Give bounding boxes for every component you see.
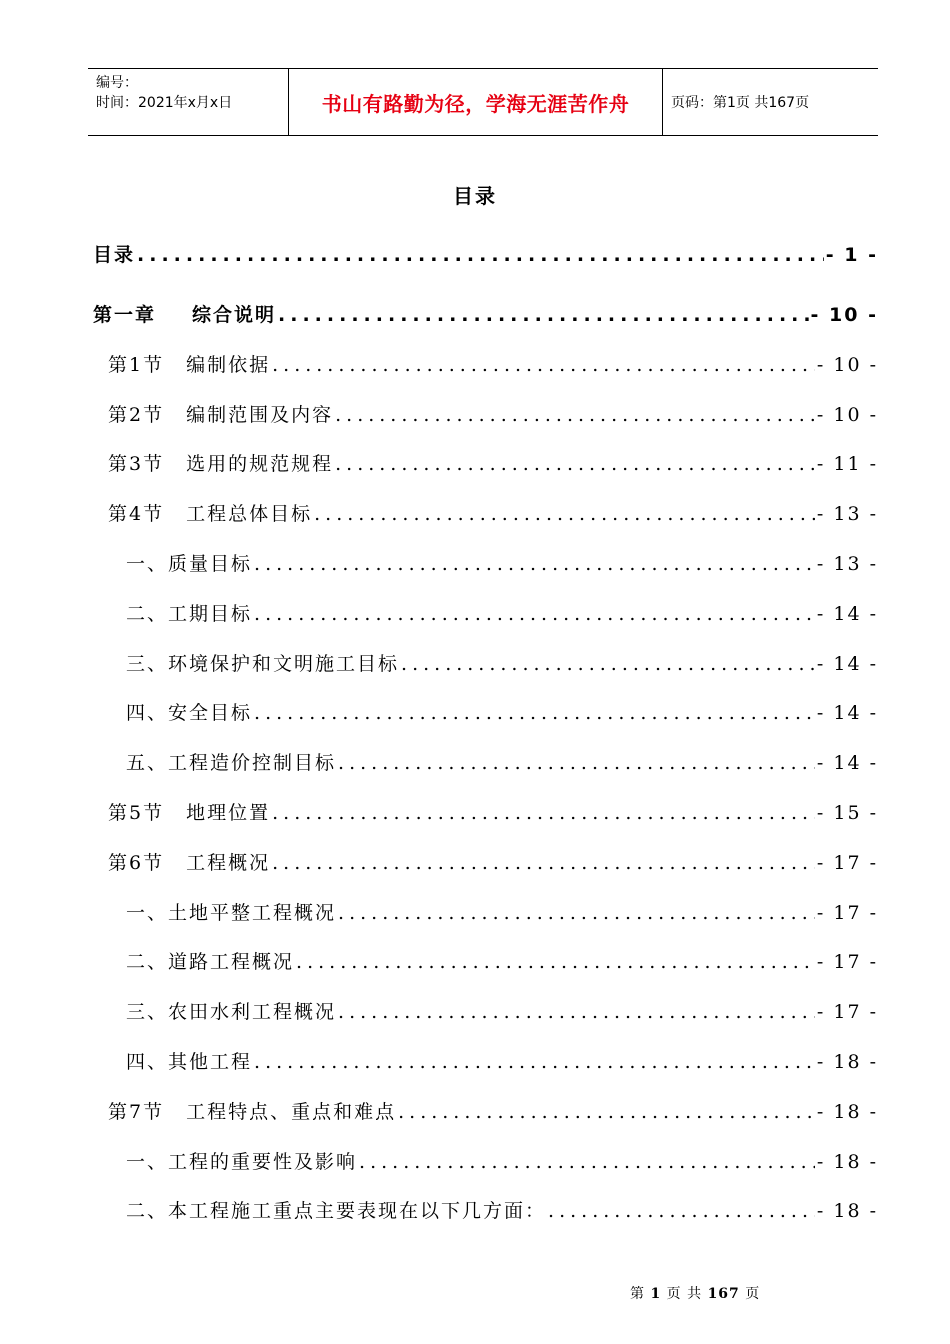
toc-dot-leader bbox=[137, 244, 824, 266]
toc-entry-prefix: 四、 bbox=[126, 1051, 169, 1073]
toc-entry-prefix: 第7节 bbox=[108, 1100, 165, 1123]
page-footer bbox=[630, 1283, 760, 1303]
header-number-label: 编号： bbox=[96, 75, 138, 91]
toc-entry[interactable] bbox=[126, 748, 878, 775]
toc-entry-prefix: 二、 bbox=[126, 1200, 169, 1223]
toc-entry-page: - 14 - bbox=[816, 602, 878, 625]
toc-entry-title: 工程特点、重点和难点 bbox=[186, 1100, 397, 1123]
toc-dot-leader bbox=[359, 1151, 815, 1173]
toc-entry-title: 工程造价控制目标 bbox=[168, 752, 337, 775]
toc-entry-prefix: 第1节 bbox=[108, 353, 165, 376]
toc-entry-page: - 10 - bbox=[810, 304, 878, 326]
toc-entry[interactable] bbox=[108, 1097, 878, 1124]
toc-dot-leader bbox=[254, 553, 815, 575]
toc-dot-leader bbox=[335, 404, 815, 426]
toc-entry-page: - 10 - bbox=[816, 353, 878, 376]
toc-entry-page: - 17 - bbox=[816, 951, 878, 974]
toc-entry[interactable] bbox=[108, 798, 878, 825]
toc-entry[interactable] bbox=[126, 698, 878, 725]
toc-entry[interactable] bbox=[108, 449, 878, 476]
toc-entry[interactable] bbox=[126, 1196, 878, 1223]
toc-entry[interactable] bbox=[126, 649, 878, 676]
document-header bbox=[88, 68, 878, 136]
toc-entry-title: 综合说明 bbox=[192, 304, 277, 326]
toc-dot-leader bbox=[296, 951, 815, 973]
toc-entry-prefix: 二、 bbox=[126, 602, 169, 625]
toc-entry-title: 土地平整工程概况 bbox=[168, 901, 337, 924]
toc-entry-prefix: 第4节 bbox=[108, 503, 165, 526]
toc-entry-prefix: 三、 bbox=[126, 652, 169, 675]
footer-total-pages: 167 bbox=[707, 1286, 740, 1302]
toc-dot-leader bbox=[272, 354, 815, 376]
toc-dot-leader bbox=[278, 304, 809, 326]
toc-entry[interactable] bbox=[126, 1047, 878, 1074]
toc-entry-title: 其他工程 bbox=[168, 1051, 253, 1073]
toc-entry[interactable] bbox=[108, 350, 878, 377]
toc-entry-title: 工程概况 bbox=[186, 851, 271, 874]
header-page-label: 页码：第1页 共167页 bbox=[671, 95, 810, 111]
header-time-label: 时间：2021年x月x日 bbox=[96, 95, 233, 111]
toc-entry-page: - 13 - bbox=[816, 503, 878, 526]
toc-dot-leader bbox=[548, 1200, 815, 1222]
toc-entry[interactable] bbox=[126, 1147, 878, 1174]
toc-entry-title: 地理位置 bbox=[186, 802, 271, 824]
footer-middle: 页 共 bbox=[666, 1286, 703, 1302]
toc-entry-prefix: 二、 bbox=[126, 951, 169, 974]
page-title: 目录 bbox=[453, 184, 497, 208]
footer-suffix: 页 bbox=[745, 1286, 761, 1302]
toc-entry-page: - 17 - bbox=[816, 851, 878, 874]
toc-entry-page: - 13 - bbox=[816, 553, 878, 575]
toc-entry[interactable] bbox=[108, 499, 878, 526]
toc-entry-page: - 18 - bbox=[816, 1150, 878, 1173]
toc-entry-page: - 17 - bbox=[816, 901, 878, 924]
toc-entry-title: 本工程施工重点主要表现在以下几方面： bbox=[168, 1200, 547, 1223]
footer-prefix: 第 bbox=[630, 1286, 645, 1302]
toc-entry-prefix: 五、 bbox=[126, 752, 169, 775]
toc-entry-page: - 11 - bbox=[816, 453, 878, 476]
toc-entry-title: 编制范围及内容 bbox=[186, 403, 334, 426]
toc-entry[interactable] bbox=[93, 240, 878, 267]
toc-entry[interactable] bbox=[93, 300, 878, 327]
footer-current-page: 1 bbox=[650, 1286, 662, 1302]
toc-entry-title: 选用的规范规程 bbox=[186, 453, 334, 476]
toc-dot-leader bbox=[401, 653, 815, 675]
toc-entry-prefix: 一、 bbox=[126, 1150, 169, 1173]
toc-entry-prefix: 第5节 bbox=[108, 802, 165, 824]
toc-entry-page: - 14 - bbox=[816, 752, 878, 775]
toc-entry-title: 质量目标 bbox=[168, 553, 253, 575]
toc-entry-page: - 10 - bbox=[816, 403, 878, 426]
toc-dot-leader bbox=[338, 752, 815, 774]
toc-entry-page: - 18 - bbox=[816, 1100, 878, 1123]
toc-entry-prefix: 第一章 bbox=[93, 304, 157, 326]
toc-entry-prefix: 目录 bbox=[93, 244, 136, 266]
toc-entry[interactable] bbox=[108, 400, 878, 427]
toc-entry[interactable] bbox=[126, 549, 878, 576]
toc-dot-leader bbox=[398, 1101, 815, 1123]
toc-entry[interactable] bbox=[126, 898, 878, 925]
toc-dot-leader bbox=[338, 1001, 815, 1023]
toc-entry[interactable] bbox=[126, 599, 878, 626]
header-motto: 书山有路勤为径，学海无涯苦作舟 bbox=[289, 69, 663, 135]
toc-dot-leader bbox=[314, 503, 815, 525]
toc-entry-prefix: 第6节 bbox=[108, 851, 165, 874]
toc-entry-page: - 18 - bbox=[816, 1200, 878, 1223]
toc-entry-title: 工期目标 bbox=[168, 602, 253, 625]
toc-entry-prefix: 四、 bbox=[126, 702, 169, 725]
toc-entry-prefix: 一、 bbox=[126, 901, 169, 924]
toc-entry-prefix: 一、 bbox=[126, 553, 169, 575]
toc-entry-page: - 14 - bbox=[816, 652, 878, 675]
toc-entry-title: 编制依据 bbox=[186, 353, 271, 376]
toc-entry[interactable] bbox=[126, 947, 878, 974]
toc-entry-title: 安全目标 bbox=[168, 702, 253, 725]
toc-entry-title: 农田水利工程概况 bbox=[168, 1001, 337, 1024]
toc-entry-title: 工程总体目标 bbox=[186, 503, 313, 526]
toc-entry-title: 环境保护和文明施工目标 bbox=[168, 652, 400, 675]
toc-entry-page: - 18 - bbox=[816, 1051, 878, 1073]
toc-entry-page: - 17 - bbox=[816, 1001, 878, 1024]
toc-entry-page: - 14 - bbox=[816, 702, 878, 725]
toc-entry-page: - 15 - bbox=[816, 802, 878, 824]
header-meta-cell bbox=[88, 69, 289, 135]
toc-entry-title: 工程的重要性及影响 bbox=[168, 1150, 358, 1173]
toc-entry-prefix: 第3节 bbox=[108, 453, 165, 476]
toc-dot-leader bbox=[272, 852, 815, 874]
toc-dot-leader bbox=[272, 802, 815, 824]
toc-dot-leader bbox=[335, 453, 815, 475]
toc-dot-leader bbox=[338, 902, 815, 924]
toc-entry[interactable] bbox=[108, 848, 878, 875]
toc-entry-prefix: 第2节 bbox=[108, 403, 165, 426]
toc-entry-prefix: 三、 bbox=[126, 1001, 169, 1024]
toc-entry-title: 道路工程概况 bbox=[168, 951, 295, 974]
toc-entry-page: - 1 - bbox=[825, 244, 878, 266]
toc-dot-leader bbox=[254, 1051, 815, 1073]
toc-dot-leader bbox=[254, 603, 815, 625]
toc-entry[interactable] bbox=[126, 997, 878, 1024]
toc-dot-leader bbox=[254, 702, 815, 724]
